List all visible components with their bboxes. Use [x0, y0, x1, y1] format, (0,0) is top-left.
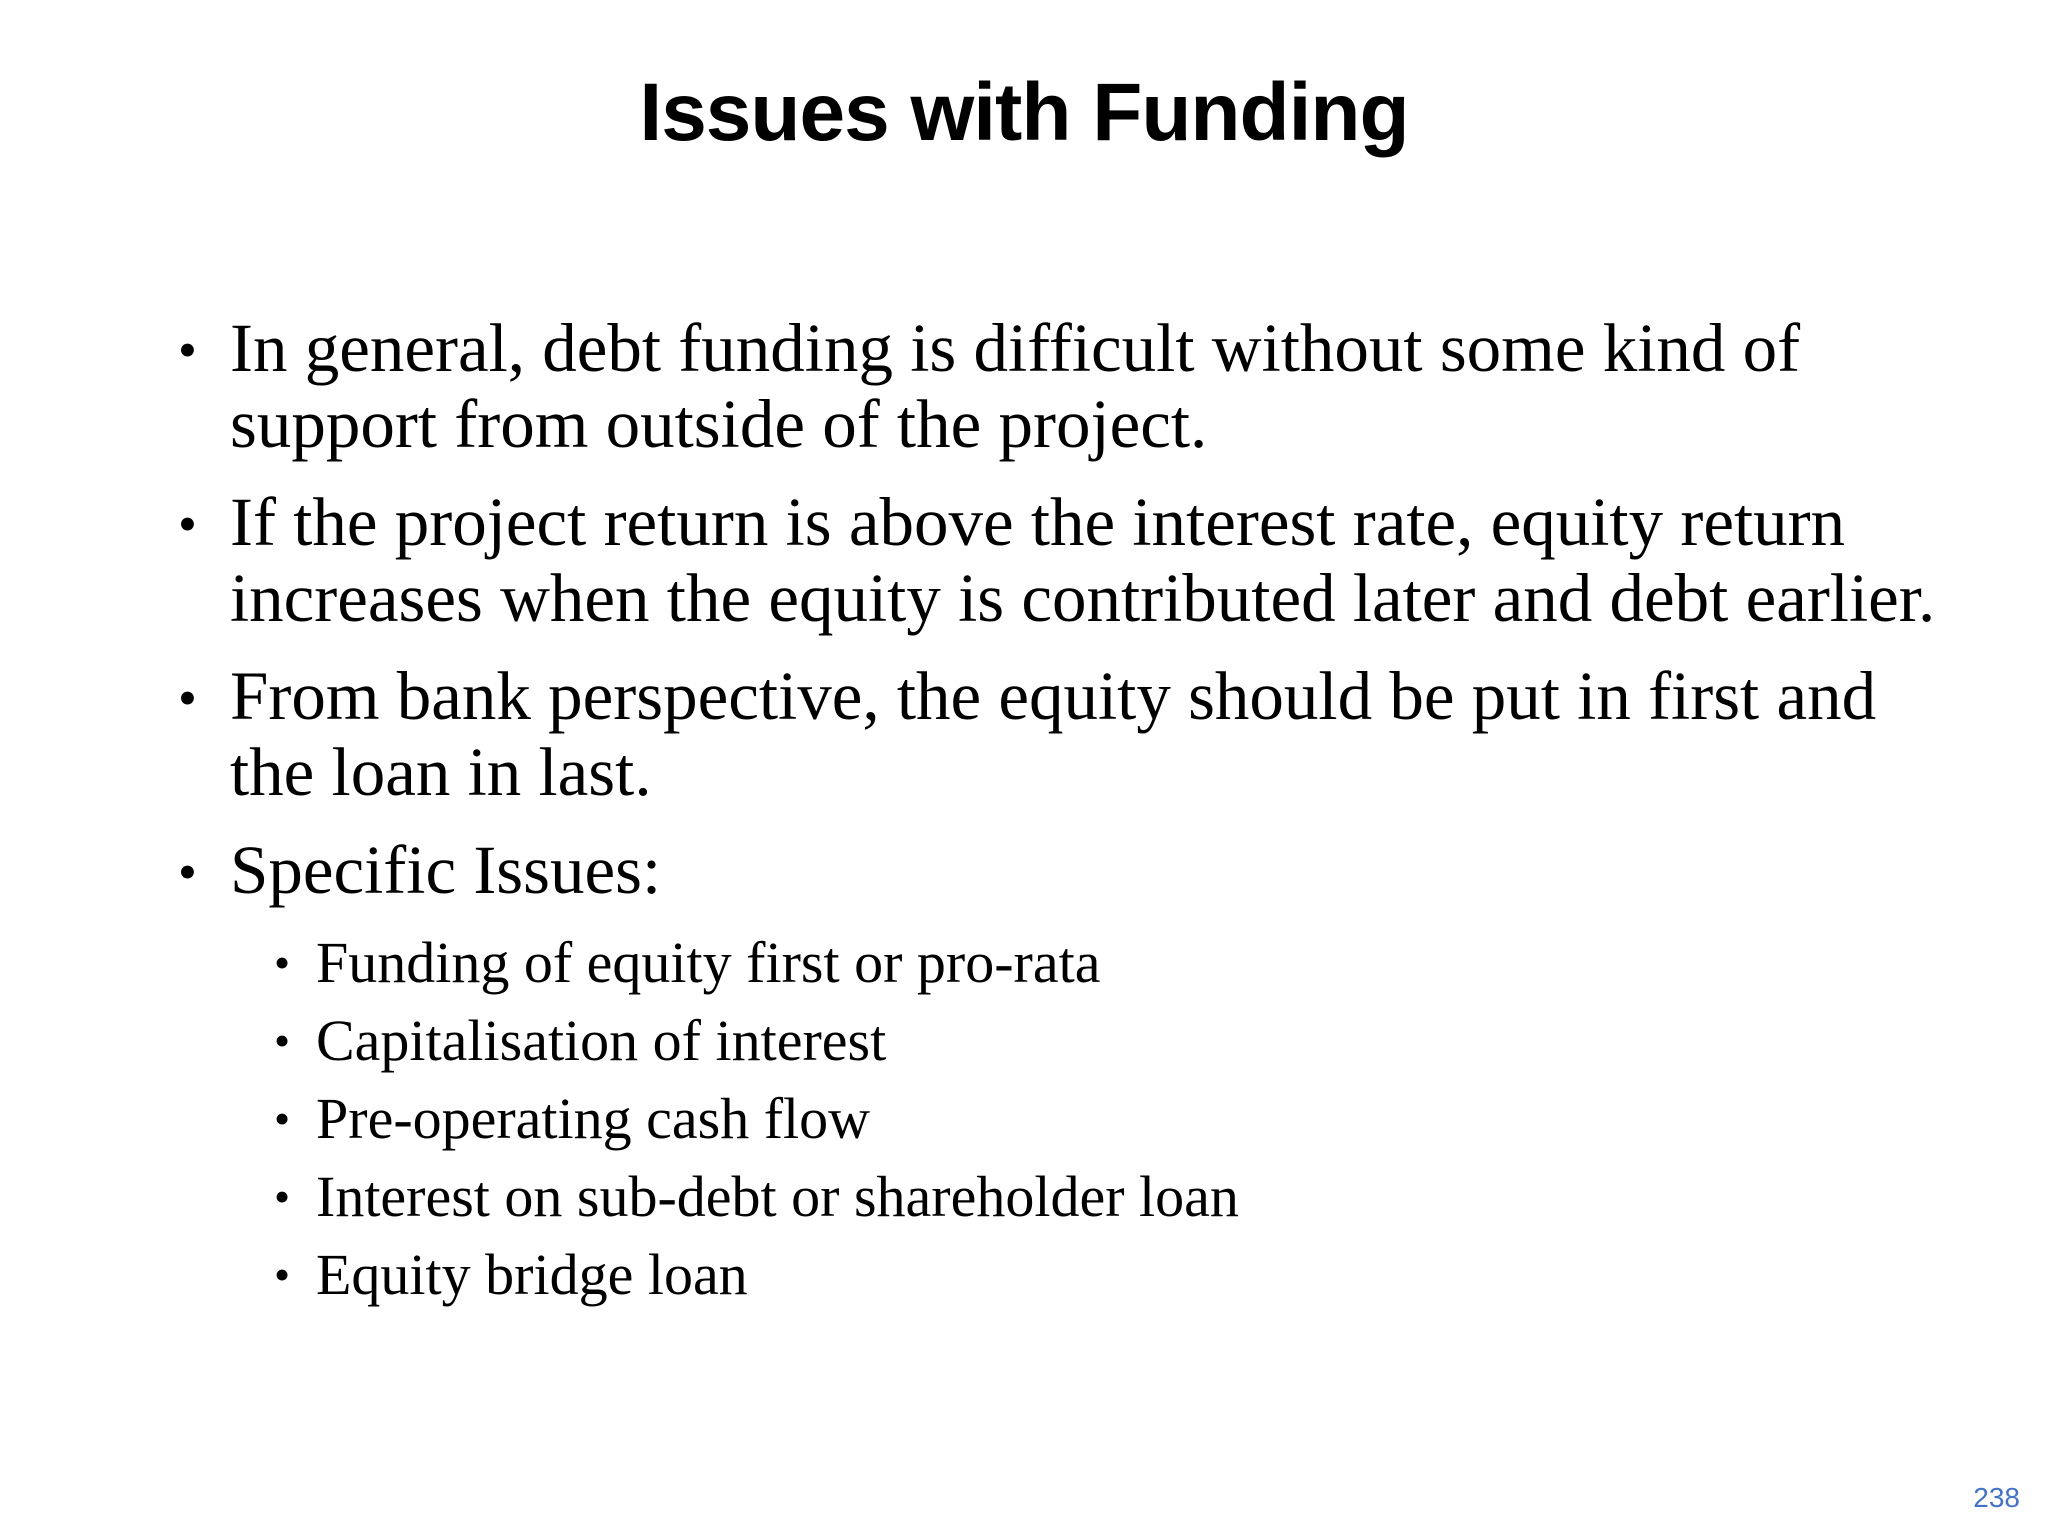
bullet-dot-icon: • — [178, 668, 197, 728]
bullet-item — [178, 658, 1938, 810]
sub-bullet-dot-icon: • — [274, 1015, 291, 1066]
sub-bullet-item — [178, 1086, 1938, 1152]
bullet-dot-icon: • — [178, 320, 197, 380]
sub-bullet-text: Pre-operating cash flow — [316, 1086, 871, 1151]
sub-bullet-dot-icon: • — [274, 1249, 291, 1300]
bullet-text: If the project return is above the interest rate, equity return increases when the equity is contributed later and debt earlier. — [230, 484, 1936, 636]
slide-title: Issues with Funding — [639, 67, 1409, 158]
sub-bullet-text: Capitalisation of interest — [316, 1008, 887, 1073]
sub-bullet-dot-icon: • — [274, 937, 291, 988]
sub-bullet-item — [178, 1242, 1938, 1308]
bullet-dot-icon: • — [178, 494, 197, 554]
sub-bullet-text: Equity bridge loan — [316, 1242, 748, 1307]
bullet-item — [178, 484, 1938, 636]
sub-bullet-text: Interest on sub-debt or shareholder loan — [316, 1164, 1239, 1229]
sub-bullet-item — [178, 930, 1938, 996]
bullet-text: Specific Issues: — [230, 832, 662, 908]
sub-bullet-text: Funding of equity first or pro-rata — [316, 930, 1101, 995]
sub-bullet-item — [178, 1008, 1938, 1074]
bullet-list — [178, 310, 1938, 1320]
bullet-text: From bank perspective, the equity should be put in first and the loan in last. — [230, 658, 1877, 810]
sub-bullet-dot-icon: • — [274, 1093, 291, 1144]
bullet-item — [178, 310, 1938, 462]
page-number: 238 — [1973, 1482, 2020, 1513]
bullet-text: In general, debt funding is difficult without some kind of support from outside of the project. — [230, 310, 1801, 462]
sub-bullet-dot-icon: • — [274, 1171, 291, 1222]
sub-bullet-list — [178, 930, 1938, 1308]
sub-bullet-item — [178, 1164, 1938, 1230]
bullet-dot-icon: • — [178, 842, 197, 902]
bullet-item — [178, 832, 1938, 908]
